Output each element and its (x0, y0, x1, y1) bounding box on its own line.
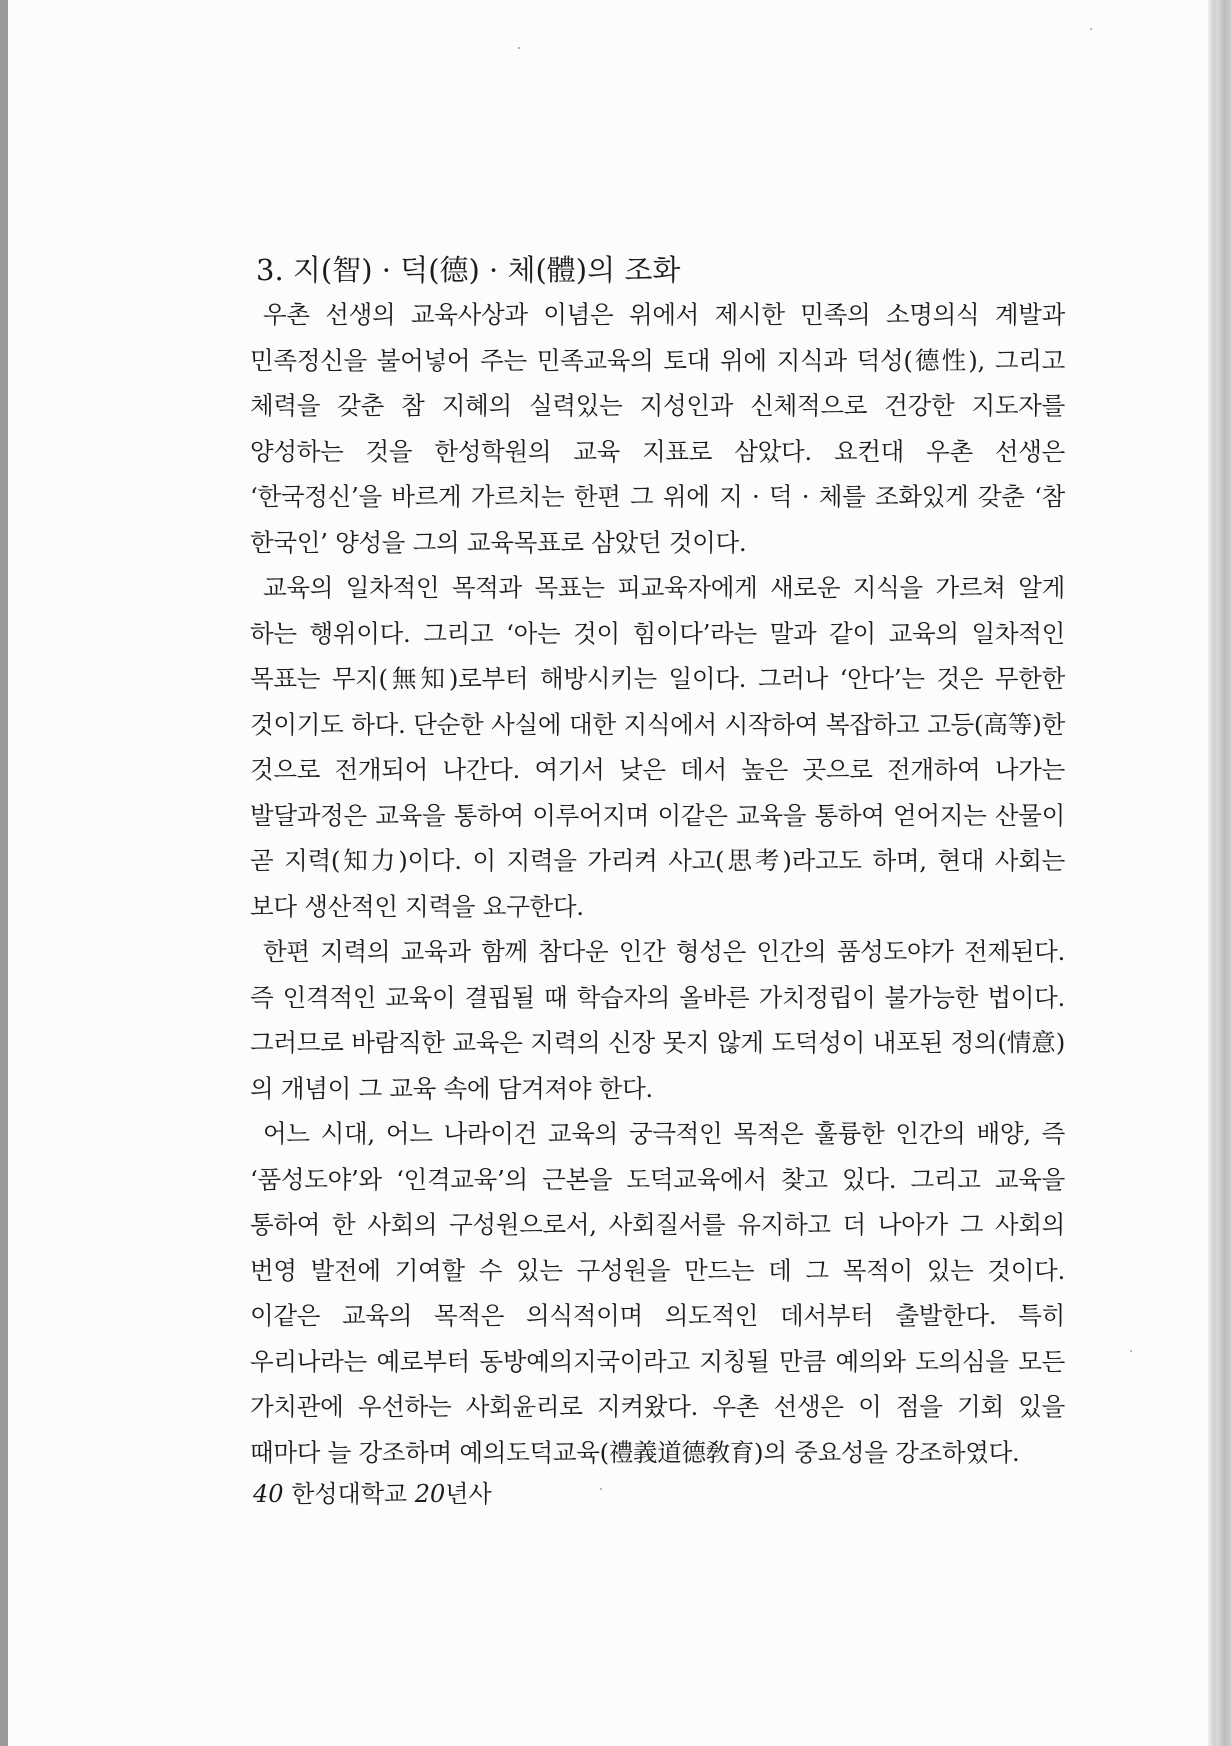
page-number: 40 (253, 1480, 284, 1508)
scan-speck (600, 1488, 602, 1490)
page-footer (253, 1474, 492, 1509)
page-edge-shadow (1208, 0, 1231, 1746)
running-title-suffix: 년사 (445, 1480, 492, 1508)
section-heading: 3. 지(智) · 덕(德) · 체(體)의 조화 (256, 253, 681, 287)
running-title: 한성대학교 (291, 1480, 408, 1508)
body-paragraph: 한편 지력의 교육과 함께 참다운 인간 형성은 인간의 품성도야가 전제된다. 즉 인격적인 교육이 결핍될 때 학습자의 올바른 가치정립이 불가능한 법이다. 그러므로 바람직한 교육은 지력의 신장 못지 않게 도덕성이 내포된 정의(情意)의 개념이 그 교육 속에 담겨져야 한다. (250, 937, 1065, 1103)
body-paragraph: 우촌 선생의 교육사상과 이념은 위에서 제시한 민족의 소명의식 계발과 민족정신을 불어넣어 주는 민족교육의 토대 위에 지식과 덕성(德性), 그리고 체력을 갖춘 참 지혜의 실력있는 지성인과 신체적으로 건강한 지도자를 양성하는 것을 한성학원의 교육 지표로 삼았다. 요컨대 우촌 선생은 ‘한국정신’을 바르게 가르치는 한편 그 위에 지 · 덕 · 체를 조화있게 갖춘 ‘참 한국인’ 양성을 그의 교육목표로 삼았던 것이다. (250, 300, 1065, 557)
book-spine-shadow (0, 0, 8, 1746)
scan-speck (518, 47, 520, 49)
body-paragraph: 교육의 일차적인 목적과 목표는 피교육자에게 새로운 지식을 가르쳐 알게 하는 행위이다. 그리고 ‘아는 것이 힘이다’라는 말과 같이 교육의 일차적인 목표는 무지(無知)로부터 해방시키는 일이다. 그러나 ‘안다’는 것은 무한한 것이기도 하다. 단순한 사실에 대한 지식에서 시작하여 복잡하고 고등(高等)한 것으로 전개되어 나간다. 여기서 낮은 데서 높은 곳으로 전개하여 나가는 발달과정은 교육을 통하여 이루어지며 이같은 교육을 통하여 얻어지는 산물이 곧 지력(知力)이다. 이 지력을 가리켜 사고(思考)라고도 하며, 현대 사회는 보다 생산적인 지력을 요구한다. (250, 573, 1065, 921)
scan-speck (1090, 28, 1092, 30)
running-title-year: 20 (414, 1480, 446, 1508)
scan-speck (1130, 1350, 1132, 1352)
page-body (250, 248, 1065, 1475)
body-paragraph: 어느 시대, 어느 나라이건 교육의 궁극적인 목적은 훌륭한 인간의 배양, 즉 ‘품성도야’와 ‘인격교육’의 근본을 도덕교육에서 찾고 있다. 그리고 교육을 통하여 한 사회의 구성원으로서, 사회질서를 유지하고 더 나아가 그 사회의 번영 발전에 기여할 수 있는 구성원을 만드는 데 그 목적이 있는 것이다. 이같은 교육의 목적은 의식적이며 의도적인 데서부터 출발한다. 특히 우리나라는 예로부터 동방예의지국이라고 지칭될 만큼 예의와 도의심을 모든 가치관에 우선하는 사회윤리로 지켜왔다. 우촌 선생은 이 점을 기회 있을 때마다 늘 강조하며 예의도덕교육(禮義道德敎育)의 중요성을 강조하였다. (250, 1119, 1065, 1467)
